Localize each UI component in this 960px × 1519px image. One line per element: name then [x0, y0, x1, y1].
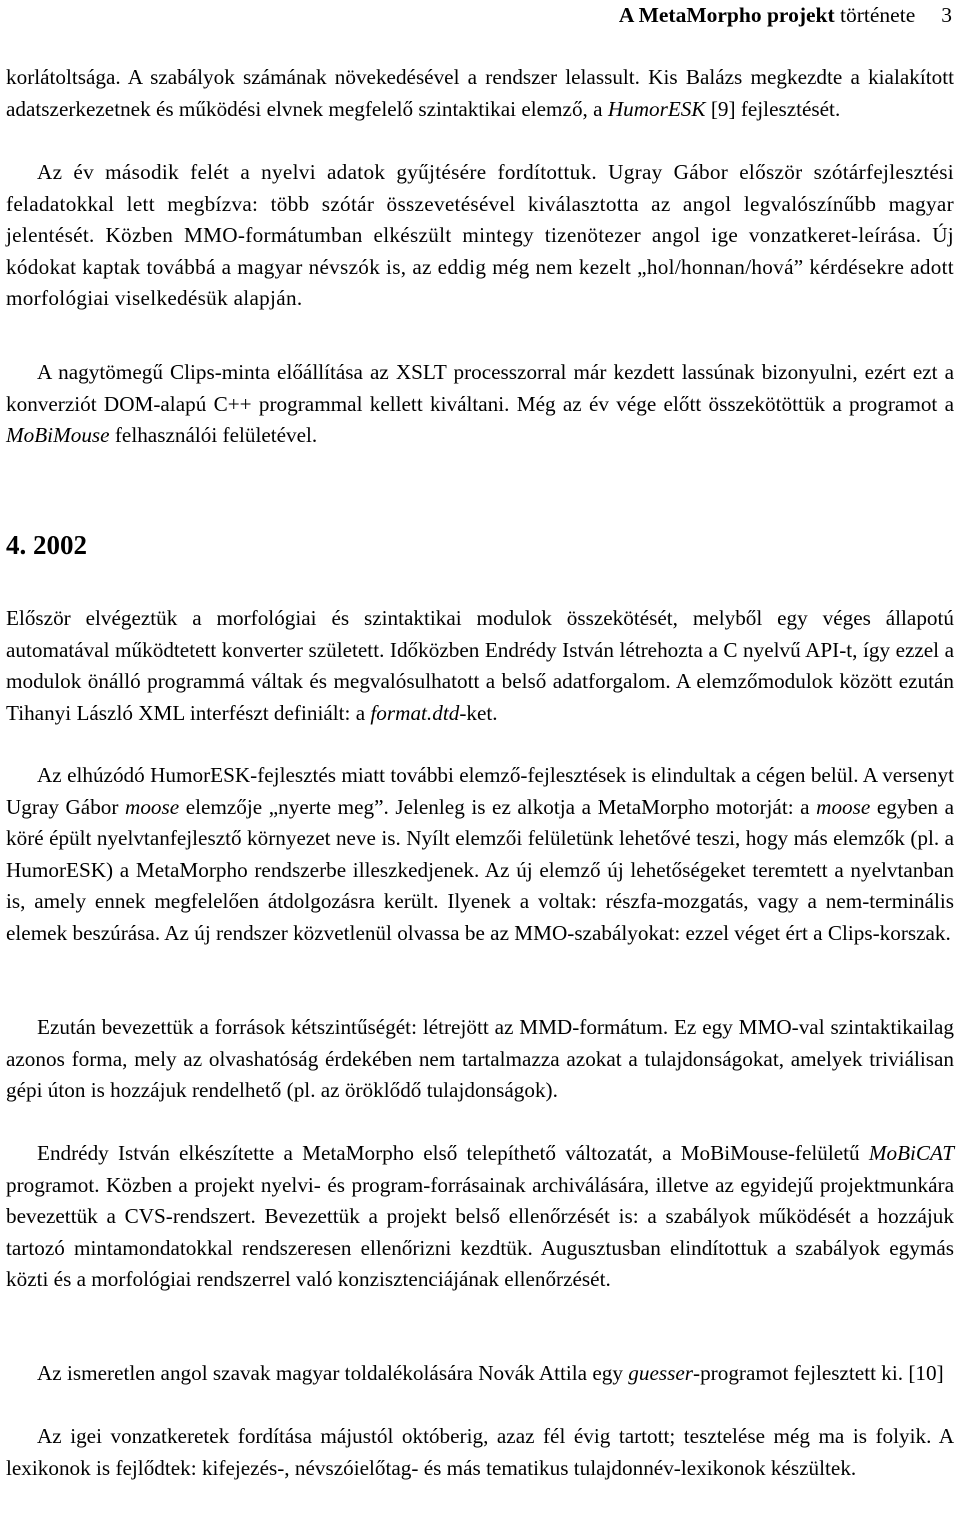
section-heading: 4. 2002 — [6, 530, 87, 560]
paragraph-7: Endrédy István elkészítette a MetaMorpho első telepíthető változatát, a MoBiMouse-felületű MoBiCAT programot. Közben a projekt nyelvi- és program-forrásainak archiválására, illetve az egyidejű projektmunkára bevezettük a CVS-rendszert. Bevezettük a projekt belső ellenőrzését is: a szabályok működését a hozzájuk tartozó mintamondatokkal rendszeresen ellenőrizni kezdtük. Augusztusban elindítottuk a szabályok egymás közti és a morfológiai rendszerrel való konzisztenciájának ellenőrzését. — [6, 1141, 954, 1291]
header-title: A MetaMorpho projekt — [618, 3, 835, 27]
paragraph-3: A nagytömegű Clips-minta előállítása az XSLT processzorral már kezdett lassúnak bizonyulni, ezért ezt a konverziót DOM-alapú C++ programmal kellett kiváltani. Még az év vége előtt összekötöttük a programot a MoBiMouse felhasználói felületével. — [6, 360, 954, 447]
paragraph-1: korlátoltsága. A szabályok számának növekedésével a rendszer lelassult. Kis Balázs megkezdte a kialakított adatszerkezetnek és működési elvnek megfelelő szintaktikai elemző, a HumorESK [9] fejlesztését. — [6, 65, 954, 121]
header-title-rest: története — [840, 3, 916, 27]
paragraph-8: Az ismeretlen angol szavak magyar toldalékolására Novák Attila egy guesser-programot fejlesztett ki. [10] — [37, 1361, 944, 1385]
paragraph-5: Az elhúzódó HumorESK-fejlesztés miatt további elemző-fejlesztések is elindultak a cégen belül. A versenyt Ugray Gábor moose elemzője „nyerte meg”. Jelenleg is ez alkotja a MetaMorpho motorját: a moose egyben a köré épült nyelvtanfejlesztő környezet neve is. Nyílt elemzői felületünk lehetővé teszi, hogy más elemzők (pl. a HumorESK) a MetaMorpho rendszerbe illeszkedjenek. Az új elemző új lehetőségeket teremtett a nyelvtanban is, amely ennek megfelelően átdolgozásra került. Ilyenek a voltak: részfa-mozgatás, vagy a nem-terminális elemek beszúrása. Az új rendszer közvetlenül olvassa be az MMO-szabályokat: ezzel véget ért a Clips-korszak. — [6, 763, 954, 945]
paragraph-6: Ezután bevezettük a források kétszintűségét: létrejött az MMD-formátum. Ez egy MMO-val szintaktikailag azonos forma, mely az olvashatóság érdekében nem tartalmazza azokat a tulajdonságokat, amelyek triviálisan gépi úton is hozzájuk rendelhető (pl. az öröklődő tulajdonságok). — [6, 1015, 954, 1102]
page-number: 3 — [941, 3, 952, 27]
running-header — [619, 0, 952, 30]
paragraph-2: Az év második felét a nyelvi adatok gyűjtésére fordítottuk. Ugray Gábor először szótárfejlesztési feladatokkal lett megbízva: több szótár összevetésével kiválasztotta az angol legvalószínűbb magyar jelentését. Közben MMO-formátumban elkészült mintegy tizenötezer angol ige vonzatkeret-leírása. Új kódokat kaptak továbbá a magyar névszók is, az eddig még nem kezelt „hol/honnan/hová” kérdésekre adott morfológiai viselkedésük alapján. — [6, 160, 954, 310]
paragraph-9: Az igei vonzatkeretek fordítása májustól októberig, azaz fél évig tartott; tesztelése még ma is folyik. A lexikonok is fejlődtek: kifejezés-, névszóielőtag- és más tematikus tulajdonnév-lexikonok készültek. — [6, 1424, 954, 1480]
paragraph-4: Először elvégeztük a morfológiai és szintaktikai modulok összekötését, melyből egy véges állapotú automatával működtetett konverter született. Időközben Endrédy István létrehozta a C nyelvű API-t, így ezzel a modulok önálló programmá váltak és megvalósulhatott a belső adatforgalom. A elemzőmodulok között ezután Tihanyi László XML interfészt definiált: a format.dtd-ket. — [6, 606, 954, 725]
